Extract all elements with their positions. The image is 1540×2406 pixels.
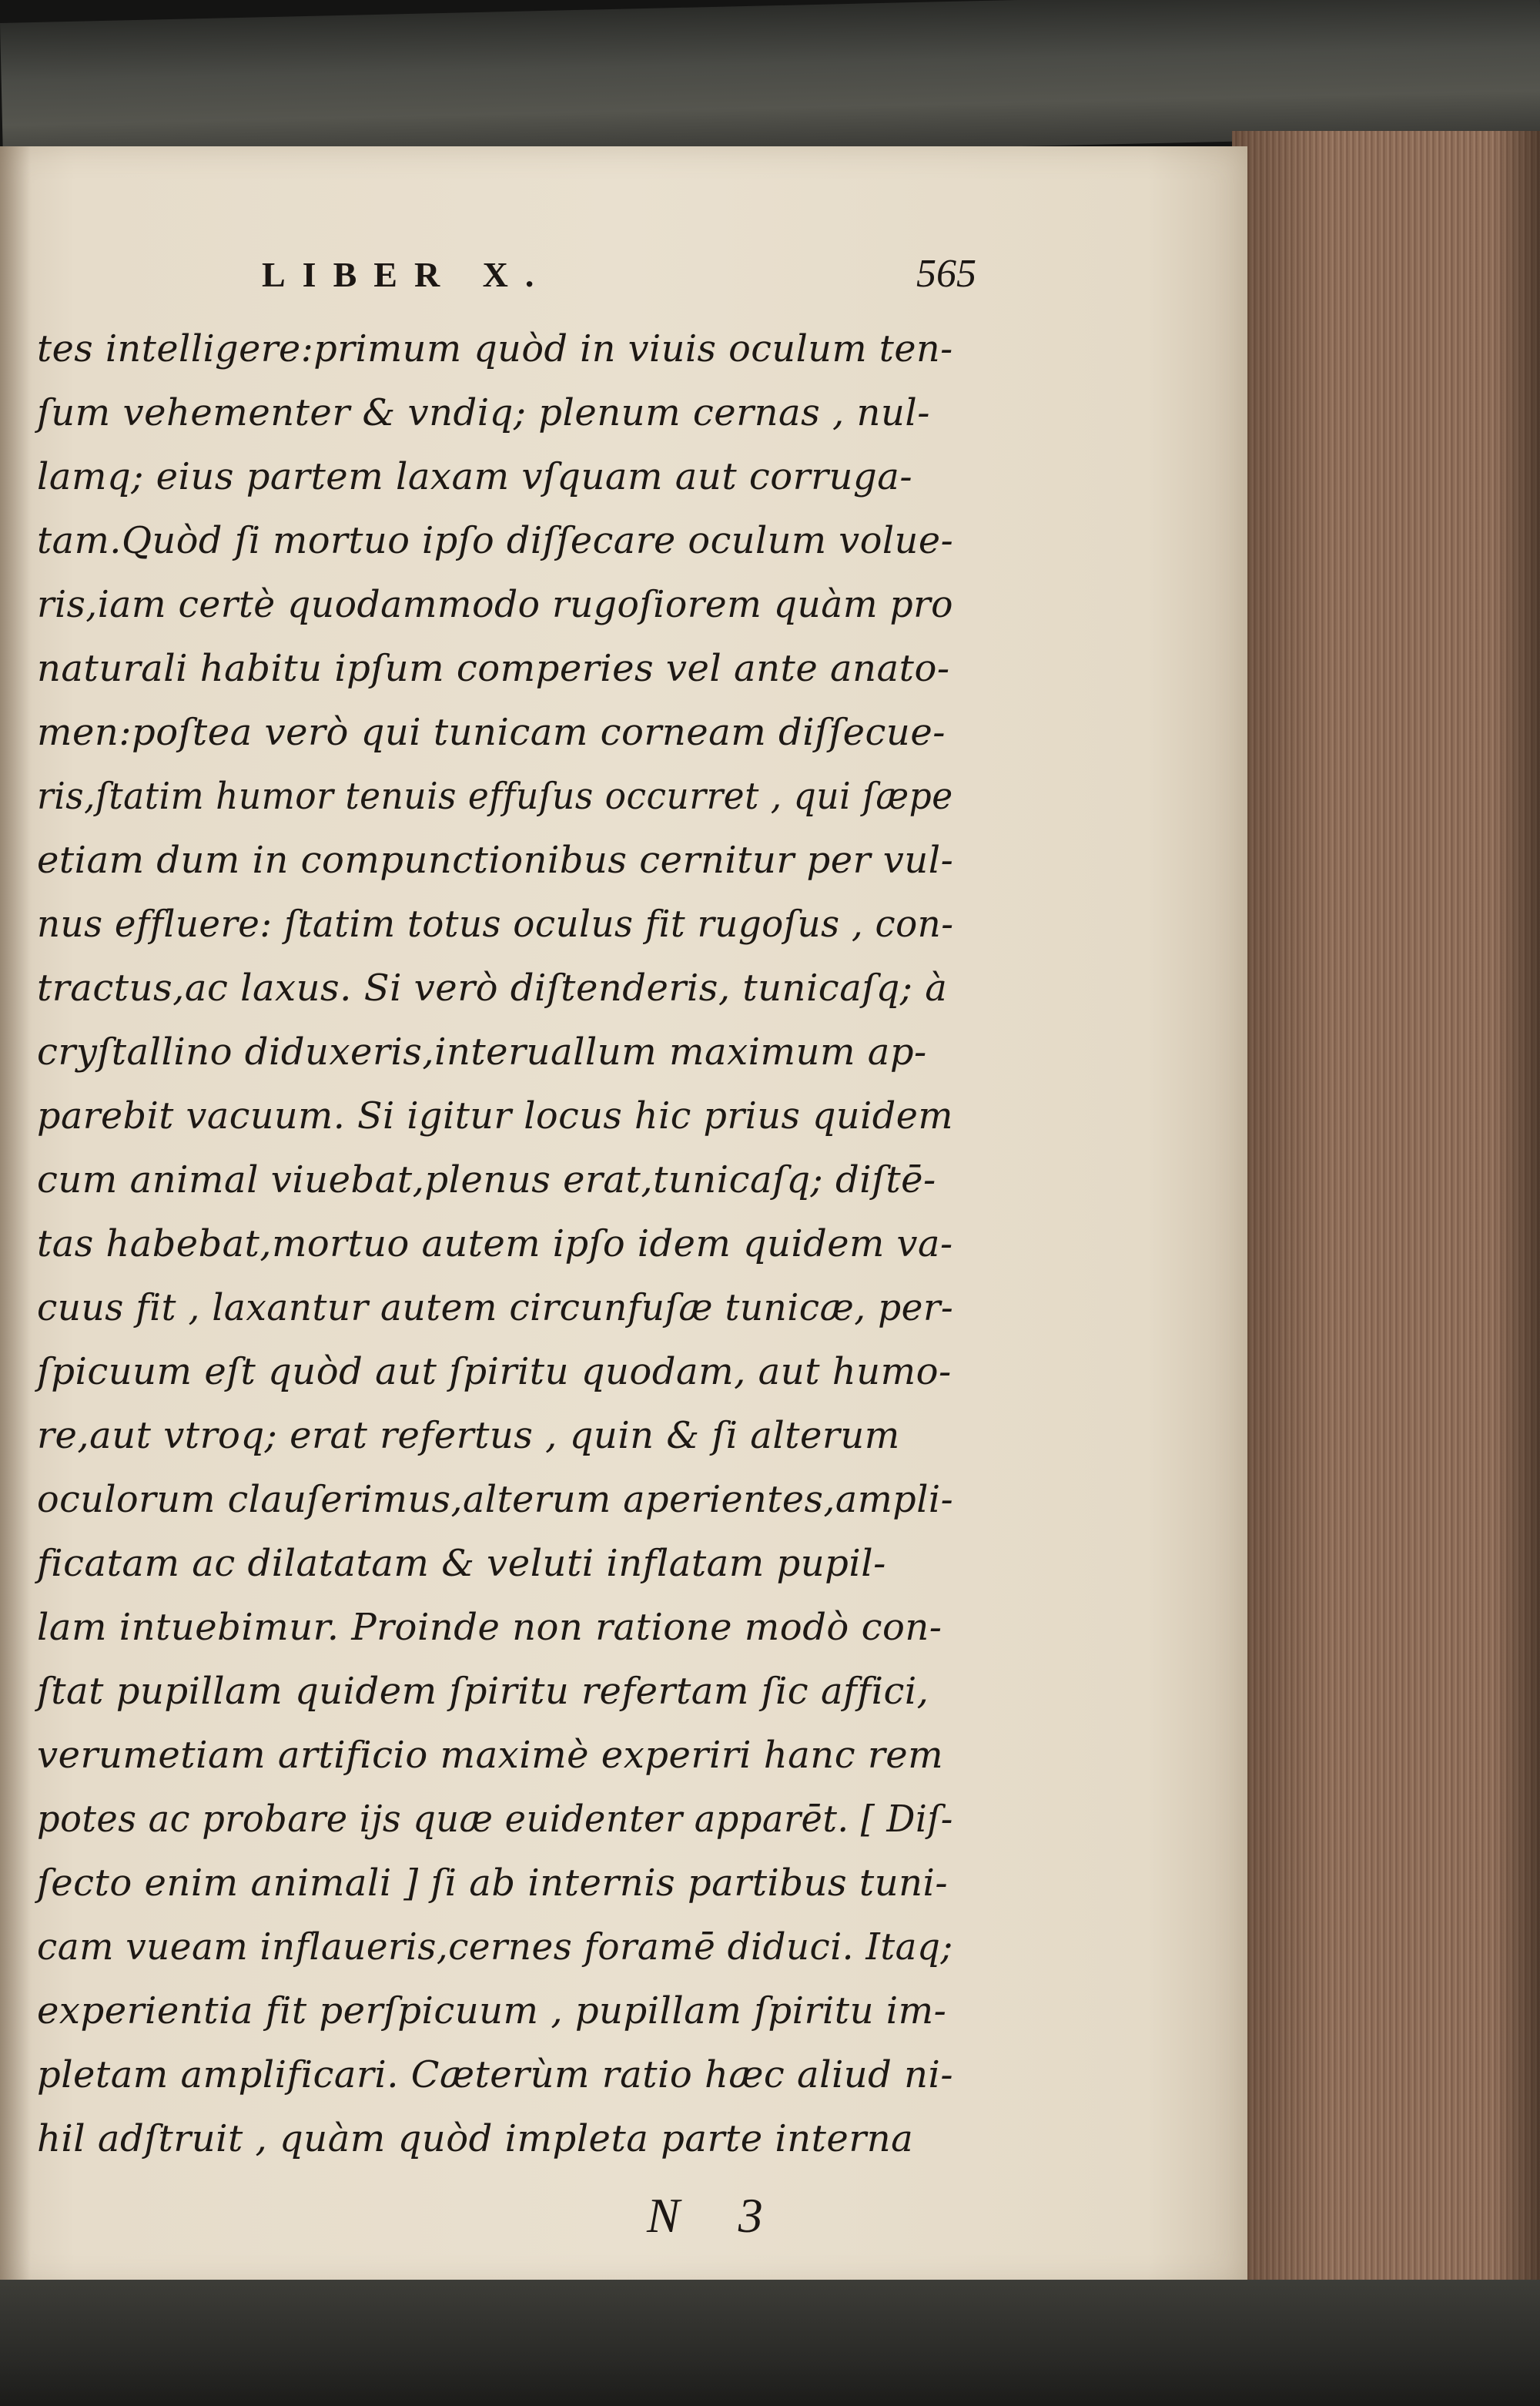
text-line: cryſtallino diduxeris,interuallum maximum ap- — [37, 1030, 927, 1074]
text-line: re,aut vtroq; erat refertus , quin & ſi alterum — [37, 1414, 900, 1457]
text-line: verumetiam artificio maximè experiri hanc rem — [37, 1734, 944, 1777]
text-line: pletam amplificari. Cæterùm ratio hæc aliud ni- — [37, 2053, 954, 2096]
text-line: tam.Quòd ſi mortuo ipſo diſſecare oculum volue- — [37, 519, 954, 562]
text-line: oculorum clauſerimus,alterum aperientes,ampli- — [37, 1478, 954, 1521]
text-line: cum animal viuebat,plenus erat,tunicaſq; diſtē- — [37, 1158, 936, 1201]
text-line: ſtat pupillam quidem ſpiritu refertam ſic affici, — [37, 1670, 929, 1713]
running-head — [262, 254, 1001, 316]
page-number: 565 — [916, 252, 976, 296]
text-line: lam intuebimur. Proinde non ratione modò con- — [37, 1606, 942, 1649]
text-line: tas habebat,mortuo autem ipſo idem quidem va- — [37, 1222, 953, 1265]
book-cover-bottom — [0, 2280, 1540, 2406]
signature-mark: N 3 — [647, 2188, 786, 2243]
text-line: lamq; eius partem laxam vſquam aut corruga- — [37, 455, 913, 498]
text-line: hil adſtruit , quàm quòd impleta parte interna — [37, 2117, 914, 2160]
text-line: ſum vehementer & vndiq; plenum cernas , nul- — [37, 391, 930, 434]
text-line: experientia fit perſpicuum , pupillam ſpiritu im- — [37, 1989, 947, 2032]
text-line: ris,iam certè quodammodo rugoſiorem quàm pro — [37, 583, 954, 626]
text-line: ſpicuum eſt quòd aut ſpiritu quodam, aut humo- — [37, 1350, 952, 1393]
text-line: parebit vacuum. Si igitur locus hic prius quidem — [37, 1094, 953, 1138]
text-line: nus effluere: ſtatim totus oculus fit rugoſus , con- — [37, 903, 954, 946]
text-line: ris,ſtatim humor tenuis effuſus occurret , qui ſæpe — [37, 775, 953, 818]
page-edges-shadow — [1232, 131, 1540, 2287]
text-line: ſecto enim animali ] ſi ab internis partibus tuni- — [37, 1861, 949, 1905]
text-line: ficatam ac dilatatam & veluti inflatam pupil- — [37, 1542, 886, 1585]
text-line: potes ac probare ijs quæ euidenter apparēt. [ Diſ- — [37, 1798, 953, 1841]
text-line: tractus,ac laxus. Si verò diſtenderis, tunicaſq; à — [37, 967, 948, 1010]
text-line: naturali habitu ipſum comperies vel ante anato- — [37, 647, 950, 690]
text-line: tes intelligere:primum quòd in viuis oculum ten- — [37, 327, 953, 370]
text-line: men:poſtea verò qui tunicam corneam diſſecue- — [37, 711, 946, 754]
text-line: etiam dum in compunctionibus cernitur per vul- — [37, 839, 954, 882]
running-title: LIBER X. — [262, 255, 551, 294]
text-line: cam vueam inflaueris,cernes foramē diduci. Itaq; — [37, 1925, 953, 1969]
gutter-shadow — [0, 146, 31, 2287]
text-line: cuus fit , laxantur autem circunfuſæ tunicæ, per- — [37, 1286, 954, 1329]
